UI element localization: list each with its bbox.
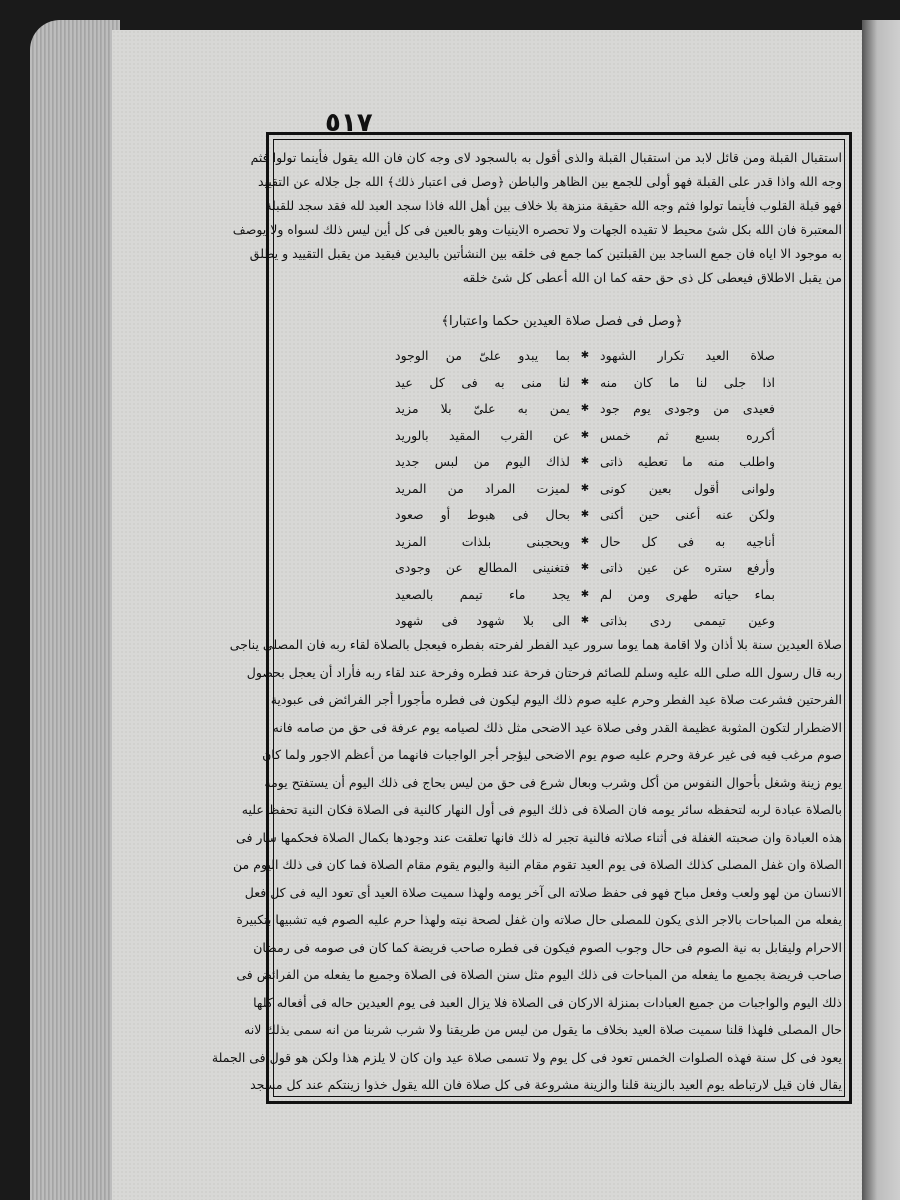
text-line: بالصلاة عبادة لربه لتحفظه سائر يومه فان الصلاة فى ذلك اليوم فى أول النهار كالنية فى الصلاة فكان النية تحفظ عليه <box>241 802 842 817</box>
text-line: ذلك اليوم والواجبات من جميع العبادات بمنزلة الاركان فى الصلاة فلا يزال العبد فى يوم العيدين حاله فى أفعاله كلها <box>253 994 842 1010</box>
text-line: فهو قبلة القلوب فأينما تولوا فثم وجه الله حقيقة منزهة بلا خلاف بين أهل الله فاذا سجد العبد لله فقد سجد للقبلة <box>265 198 842 213</box>
text-line: الاحرام وليقابل به نية الصوم فى حال وجوب الصوم فيكون فى فطره صاحب فريضة كما كان فى صومه فى رمضان <box>253 939 842 955</box>
poem-verse <box>395 476 775 503</box>
verse-first-hemistich: فعيدى من وجودى يوم جود <box>600 401 775 416</box>
verse-separator-star-icon: ✱ <box>580 376 590 388</box>
verse-first-hemistich: بماء حياته طهرى ومن لم <box>600 586 775 602</box>
verse-second-hemistich: فتغنينى المطالع عن وجودى <box>395 560 570 575</box>
text-line: استقبال القبلة ومن قائل لابد من استقبال القبلة والذى أقول به بالسجود لاى وجه كان فان الله يقول فأينما تولوا فثم <box>250 150 842 165</box>
text-line: يوم زينة وشغل بأحوال النفوس من أكل وشرب وبعال شرع فى حق من ليس بحاج فى ذلك اليوم أن يستفتح يومه <box>264 774 842 790</box>
text-line: حال المصلى فلهذا قلنا سميت صلاة العيد بخلاف ما يقول من ليس من طريقنا ولا شرب شربنا من انه سمى بذلك لانه <box>244 1022 842 1037</box>
poem-verse <box>395 396 775 423</box>
verse-first-hemistich: ولوانى أقول بعين كونى <box>600 480 775 496</box>
verse-second-hemistich: بما يبدو علىّ من الوجود <box>395 348 570 363</box>
text-line: الانسان من لهو ولعب وفعل مباح فهو فى حفظ صلاته الى آخر يومه ولهذا سميت صلاة العيد أى تعود اليه فى كل فعل <box>244 884 842 900</box>
section-heading: ﴿وصل فى فصل صلاة العيدين حكما واعتبارا﴾ <box>441 314 683 329</box>
poem-verse <box>395 370 775 397</box>
verse-separator-star-icon: ✱ <box>580 482 590 494</box>
text-line: المعتبرة فان الله بكل شئ محيط لا تقيده الجهات ولا تحصره الاينيات وهو بالعين فى كل أين ليس ذلك لسواه ولا يوصف <box>232 222 842 237</box>
verse-second-hemistich: لذاك اليوم من لبس جديد <box>395 454 570 469</box>
verse-second-hemistich: الى بلا شهود فى شهود <box>395 613 570 628</box>
verse-first-hemistich: اذا جلى لنا ما كان منه <box>600 374 775 390</box>
verse-separator-star-icon: ✱ <box>580 535 590 547</box>
verse-separator-star-icon: ✱ <box>580 429 590 441</box>
verse-separator-star-icon: ✱ <box>580 456 590 467</box>
verse-second-hemistich: يمن به علىّ بلا مزيد <box>395 401 570 416</box>
verse-first-hemistich: ولكن عنه أعنى حين أكنى <box>600 507 775 522</box>
poem-verse <box>395 529 775 556</box>
verse-separator-star-icon: ✱ <box>580 350 590 361</box>
text-line: يعود فى كل سنة فهذه الصلوات الخمس تعود فى كل يوم ولا تسمى صلاة عيد وان كان لا يلزم هذا ولكن هو قول فى الجملة <box>211 1049 842 1065</box>
text-line: وجه الله واذا قدر على القبلة فهو أولى للجمع بين الظاهر والباطن ﴿وصل فى اعتبار ذلك﴾ الله جل جلاله عن التقييد <box>257 174 842 189</box>
text-line: ربه قال رسول الله صلى الله عليه وسلم للصائم فرحتان فرحة عند فطره وفرحة عند لقاء ربه فأراد أن يعجل بحصول <box>246 664 842 680</box>
poem <box>395 343 775 635</box>
text-line: الفرحتين فشرعت صلاة عيد الفطر وحرم عليه صوم ذلك اليوم ليكون فى فطره مأجورا أجر الفرائض فى عبودية <box>270 692 842 707</box>
verse-separator-star-icon: ✱ <box>580 562 590 573</box>
poem-verse <box>395 423 775 450</box>
verse-first-hemistich: أكرره بسبع ثم خمس <box>600 427 775 443</box>
verse-separator-star-icon: ✱ <box>580 403 590 414</box>
text-line: صوم مرغب فيه فى غير عرفة وحرم عليه صوم يوم الاضحى ليؤجر أجر الواجبات فانهما من أعظم الاجور ولما كان <box>262 747 842 762</box>
text-line: هذه العبادة وان صحبته الغفلة فى أثناء صلاته فالنية تجبر له ذلك فانها تعلقت عند وجودها بكمال الصلاة فحكمها سار فى <box>236 829 842 845</box>
text-line: يفعله من المباحات بالاجر الذى يكون للمصلى حال صلاته وان غفل لصحة نيته ولهذا حرم عليه الصوم فيه تشبيها بتكبيرة <box>236 912 842 927</box>
facing-page-edge <box>862 20 900 1200</box>
text-line: صاحب فريضة بجميع ما يفعله من المباحات فى ذلك اليوم مثل سنن الصلاة فى الصلاة وجميع ما يفعله من الفرائض فى <box>236 967 842 982</box>
section-1-text <box>232 146 842 290</box>
verse-second-hemistich: بحال فى هبوط أو صعود <box>395 507 570 522</box>
section-2-text <box>211 631 842 1099</box>
verse-second-hemistich: يجد ماء تيمم بالصعيد <box>395 586 570 602</box>
verse-first-hemistich: وعين تيممى ردى بذاتى <box>600 613 775 628</box>
poem-verse <box>395 555 775 582</box>
verse-separator-star-icon: ✱ <box>580 588 590 600</box>
poem-verse <box>395 582 775 609</box>
verse-first-hemistich: واطلب منه ما تعطيه ذاتى <box>600 454 775 469</box>
text-line: الصلاة وان غفل المصلى كذلك الصلاة فى يوم العيد تقوم مقام النية واليوم يقوم مقام الصلاة فما كان فى ذلك اليوم من <box>233 857 842 872</box>
text-line: من يقبل الاطلاق فيعطى كل ذى حق حقه كما ان الله أعطى كل شئ خلقه <box>462 270 842 285</box>
text-line: الاضطرار لتكون المثوبة عظيمة القدر وفى صلاة عيد الاضحى مثل ذلك لصيامه يوم عرفة فى حق من صامه فانه <box>272 719 842 735</box>
verse-separator-star-icon: ✱ <box>580 615 590 626</box>
verse-first-hemistich: صلاة العيد تكرار الشهود <box>600 348 775 363</box>
verse-separator-star-icon: ✱ <box>580 509 590 520</box>
page-number: ٥١٧ <box>325 108 373 138</box>
poem-verse <box>395 343 775 370</box>
verse-first-hemistich: أناجيه به فى كل حال <box>600 533 775 549</box>
text-line: يقال فان قيل لارتباطه يوم العيد بالزينة قلنا والزينة مشروعة فى كل صلاة فان الله يقول خذوا زينتكم عند كل مسجد <box>250 1077 842 1092</box>
text-line: صلاة العيدين سنة بلا أذان ولا اقامة هما يوما سرور عيد الفطر لفرحته بفطره فيعجل بالصلاة لقاء ربه فان المصلى يناجى <box>229 637 842 652</box>
verse-second-hemistich: لنا منى به فى كل عيد <box>395 374 570 390</box>
poem-verse <box>395 449 775 476</box>
poem-verse <box>395 502 775 529</box>
verse-second-hemistich: عن القرب المقيد بالوريد <box>395 427 570 443</box>
verse-second-hemistich: ويحجبنى بلذات المزيد <box>395 533 570 549</box>
verse-first-hemistich: وأرفع ستره عن عين ذاتى <box>600 560 775 575</box>
text-line: به موجود الا اياه فان جمع الساجد بين القبلتين كما جمع فى خلقه بين النشأتين باليدين فيقيد من يقبل التقييد و يطلق <box>249 246 842 261</box>
page-stack-edges <box>30 20 120 1200</box>
verse-second-hemistich: لميزت المراد من المريد <box>395 480 570 496</box>
